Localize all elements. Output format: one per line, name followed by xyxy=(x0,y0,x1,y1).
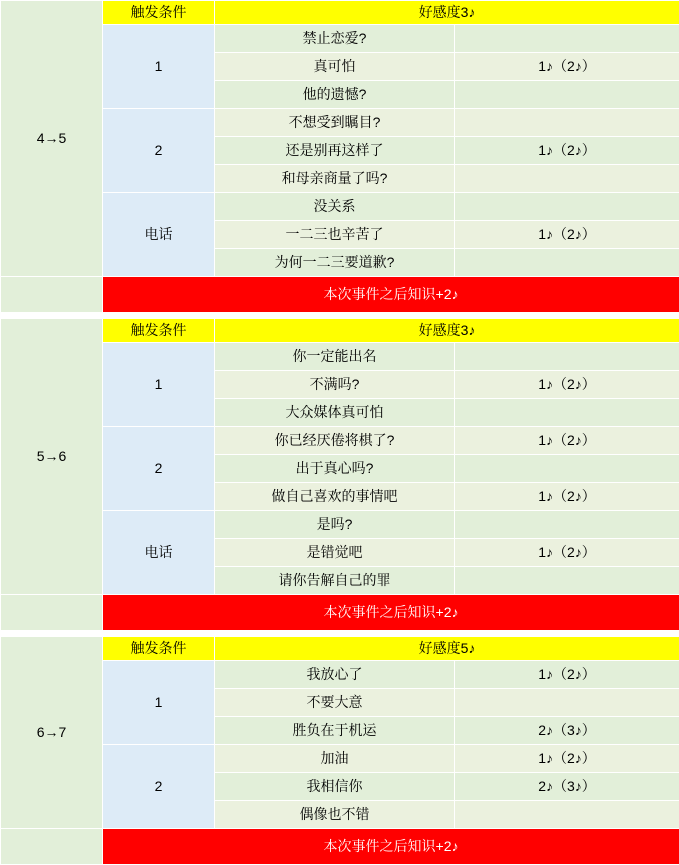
choice-text: 胜负在于机运 xyxy=(215,717,455,745)
choice-score: 1♪（2♪） xyxy=(455,483,679,511)
reward-banner: 本次事件之后知识+2♪ xyxy=(103,277,679,313)
group-label: 电话 xyxy=(103,511,215,595)
table-row xyxy=(1,511,679,539)
choice-text: 为何一二三要道歉? xyxy=(215,249,455,277)
choice-score: 1♪（2♪） xyxy=(455,427,679,455)
choice-text: 真可怕 xyxy=(215,53,455,81)
choice-score xyxy=(455,455,679,483)
choice-text: 是错觉吧 xyxy=(215,539,455,567)
choice-text: 你已经厌倦将棋了? xyxy=(215,427,455,455)
choice-score xyxy=(455,193,679,221)
reward-banner-row xyxy=(1,829,679,865)
choice-text: 我相信你 xyxy=(215,773,455,801)
choice-score xyxy=(455,567,679,595)
choice-score xyxy=(455,109,679,137)
choice-text: 加油 xyxy=(215,745,455,773)
choice-text: 偶像也不错 xyxy=(215,801,455,829)
stage-spacer xyxy=(1,595,103,631)
choice-score: 2♪（3♪） xyxy=(455,773,679,801)
choice-score xyxy=(455,801,679,829)
choice-text: 禁止恋爱? xyxy=(215,25,455,53)
choice-text: 是吗? xyxy=(215,511,455,539)
choice-score xyxy=(455,165,679,193)
group-label: 2 xyxy=(103,427,215,511)
group-label: 2 xyxy=(103,745,215,829)
table-row xyxy=(1,661,679,689)
choice-score xyxy=(455,249,679,277)
group-label: 1 xyxy=(103,343,215,427)
table-row xyxy=(1,427,679,455)
choice-score: 1♪（2♪） xyxy=(455,539,679,567)
choice-score: 1♪（2♪） xyxy=(455,371,679,399)
stage-spacer xyxy=(1,829,103,865)
choice-text: 他的遗憾? xyxy=(215,81,455,109)
reward-banner-row xyxy=(1,277,679,313)
choice-score xyxy=(455,81,679,109)
table-row xyxy=(1,25,679,53)
choice-text: 你一定能出名 xyxy=(215,343,455,371)
choice-text: 不想受到瞩目? xyxy=(215,109,455,137)
affection-requirement: 好感度3♪ xyxy=(215,319,679,343)
group-label: 2 xyxy=(103,109,215,193)
choice-text: 出于真心吗? xyxy=(215,455,455,483)
choice-text: 请你告解自己的罪 xyxy=(215,567,455,595)
choice-text: 不要大意 xyxy=(215,689,455,717)
reward-banner-row xyxy=(1,595,679,631)
affection-requirement: 好感度5♪ xyxy=(215,637,679,661)
condition-header: 触发条件 xyxy=(103,319,215,343)
choice-score xyxy=(455,343,679,371)
condition-header: 触发条件 xyxy=(103,637,215,661)
condition-header: 触发条件 xyxy=(103,1,215,25)
stage-spacer xyxy=(1,277,103,313)
choice-score: 1♪（2♪） xyxy=(455,221,679,249)
choice-score xyxy=(455,25,679,53)
choice-score xyxy=(455,689,679,717)
stage-label: 6→7 xyxy=(1,637,103,829)
group-label: 电话 xyxy=(103,193,215,277)
table-row xyxy=(1,745,679,773)
choice-score: 2♪（3♪） xyxy=(455,717,679,745)
choice-text: 做自己喜欢的事情吧 xyxy=(215,483,455,511)
reward-banner: 本次事件之后知识+2♪ xyxy=(103,829,679,865)
block-header-row xyxy=(1,637,679,661)
table-row xyxy=(1,109,679,137)
stage-label: 4→5 xyxy=(1,1,103,277)
choice-text: 大众媒体真可怕 xyxy=(215,399,455,427)
choice-text: 没关系 xyxy=(215,193,455,221)
choice-score xyxy=(455,511,679,539)
block-header-row xyxy=(1,319,679,343)
stage-label: 5→6 xyxy=(1,319,103,595)
choice-text: 还是别再这样了 xyxy=(215,137,455,165)
choice-text: 我放心了 xyxy=(215,661,455,689)
group-label: 1 xyxy=(103,661,215,745)
choice-text: 和母亲商量了吗? xyxy=(215,165,455,193)
choice-text: 一二三也辛苦了 xyxy=(215,221,455,249)
affection-requirement: 好感度3♪ xyxy=(215,1,679,25)
group-label: 1 xyxy=(103,25,215,109)
choice-score: 1♪（2♪） xyxy=(455,745,679,773)
choice-score xyxy=(455,399,679,427)
choice-score: 1♪（2♪） xyxy=(455,661,679,689)
choice-score: 1♪（2♪） xyxy=(455,53,679,81)
reward-banner: 本次事件之后知识+2♪ xyxy=(103,595,679,631)
choice-text: 不满吗? xyxy=(215,371,455,399)
table-row xyxy=(1,343,679,371)
table-row xyxy=(1,193,679,221)
block-header-row xyxy=(1,1,679,25)
choice-score: 1♪（2♪） xyxy=(455,137,679,165)
